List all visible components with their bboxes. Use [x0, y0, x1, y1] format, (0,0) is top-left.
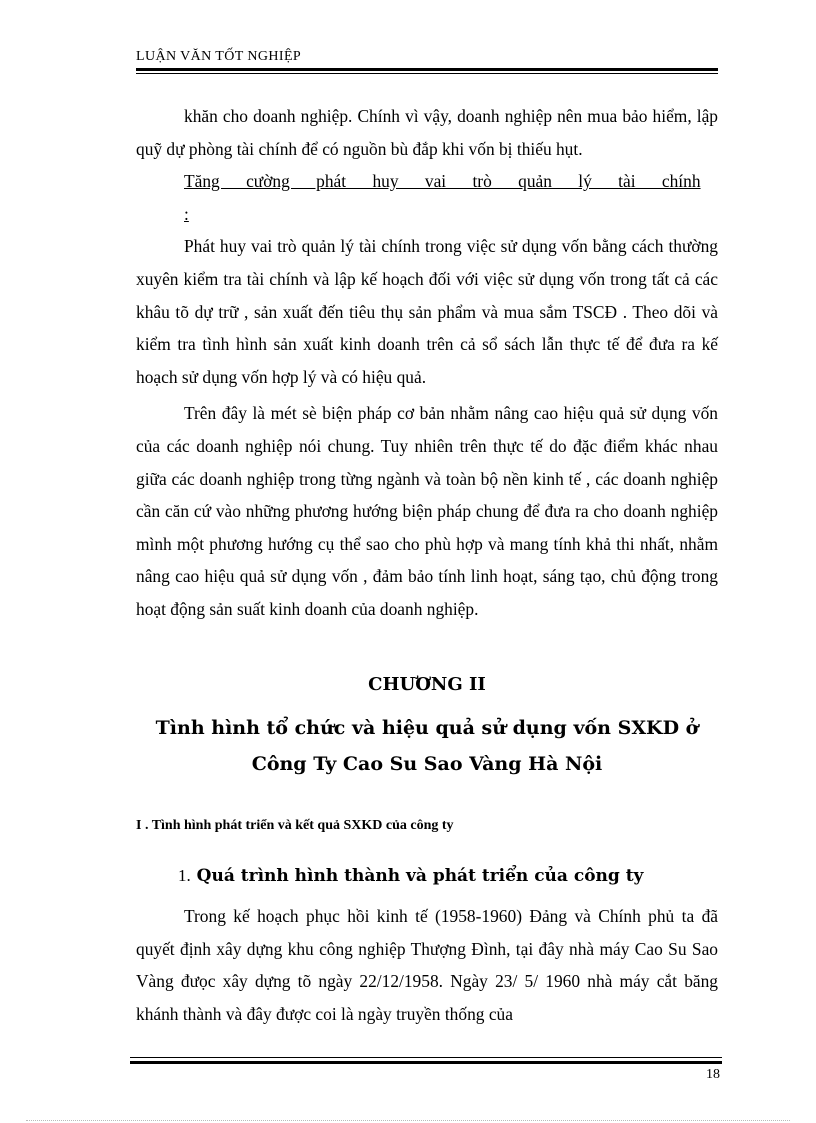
- header-title: LUẬN VĂN TỐT NGHIỆP: [136, 49, 302, 64]
- paragraph: Trên đây là mét sè biện pháp cơ bản nhằm nâng cao hiệu quả sử dụng vốn của các doanh nghiệp nói chung. Tuy nhiên trên thực tế do đặc điểm khác nhau giữa các doanh nghiệp trong từng ngành và toàn bộ nền kinh tế , các doanh nghiệp cần căn cứ vào những phương hướng biện pháp chung để đưa ra cho doanh nghiệp mình một phương hướng cụ thể sao cho phù hợp và mang tính khả thi nhất, nhằm nâng cao hiệu quả sử dụng vốn , đảm bảo tính linh hoạt, sáng tạo, chủ động trong hoạt động sản suất kinh doanh của doanh nghiệp.: [136, 403, 718, 619]
- subsection-heading: [178, 866, 643, 886]
- subsection-title: Quá trình hình thành và phát triển của công ty: [196, 866, 644, 886]
- sub-heading: Tăng cường phát huy vai trò quản lý tài chính :: [184, 171, 701, 224]
- header-rule: [136, 68, 718, 71]
- footer-rule: [130, 1061, 722, 1064]
- page-edge-dotted-line: [26, 1120, 790, 1121]
- header-rule-thin: [136, 73, 718, 74]
- paragraph: Trong kế hoạch phục hồi kinh tế (1958-1960) Đảng và Chính phủ ta đã quyết định xây dựng khu công nghiệp Thượng Đình, tại đây nhà máy Cao Su Sao Vàng đưọc xây dựng tõ ngày 22/12/1958. Ngày 23/ 5/ 1960 nhà máy cắt băng khánh thành và đây được coi là ngày truyền thống của: [136, 906, 718, 1024]
- page-number: 18: [706, 1067, 720, 1082]
- body-text-2: [136, 900, 718, 1030]
- footer-rule-thin: [130, 1057, 722, 1058]
- section-heading: I . Tình hình phát triển và kết quả SXKD của công ty: [136, 818, 454, 833]
- subsection-number: 1.: [178, 866, 191, 885]
- chapter-number: CHƯƠNG II: [368, 674, 486, 695]
- chapter-title: Tình hình tổ chức và hiệu quả sử dụng vốn SXKD ở Công Ty Cao Su Sao Vàng Hà Nội: [155, 717, 699, 775]
- paragraph: Phát huy vai trò quản lý tài chính trong việc sử dụng vốn bằng cách thường xuyên kiểm tra tài chính và lập kế hoạch đối với việc sử dụng vốn trong tất cả các khâu tõ dự trữ , sản xuất đến tiêu thụ sản phẩm và mua sắm TSCĐ . Theo dõi và kiểm tra tình hình sản xuất kinh doanh trên cả sổ sách lẫn thực tế để đưa ra kế hoạch sử dụng vốn hợp lý và có hiệu quả.: [136, 236, 718, 387]
- body-text: [136, 100, 718, 626]
- paragraph-continuation: khăn cho doanh nghiệp. Chính vì vậy, doanh nghiệp nên mua bảo hiểm, lập quỹ dự phòng tài chính để có nguồn bù đắp khi vốn bị thiếu hụt.: [136, 106, 718, 159]
